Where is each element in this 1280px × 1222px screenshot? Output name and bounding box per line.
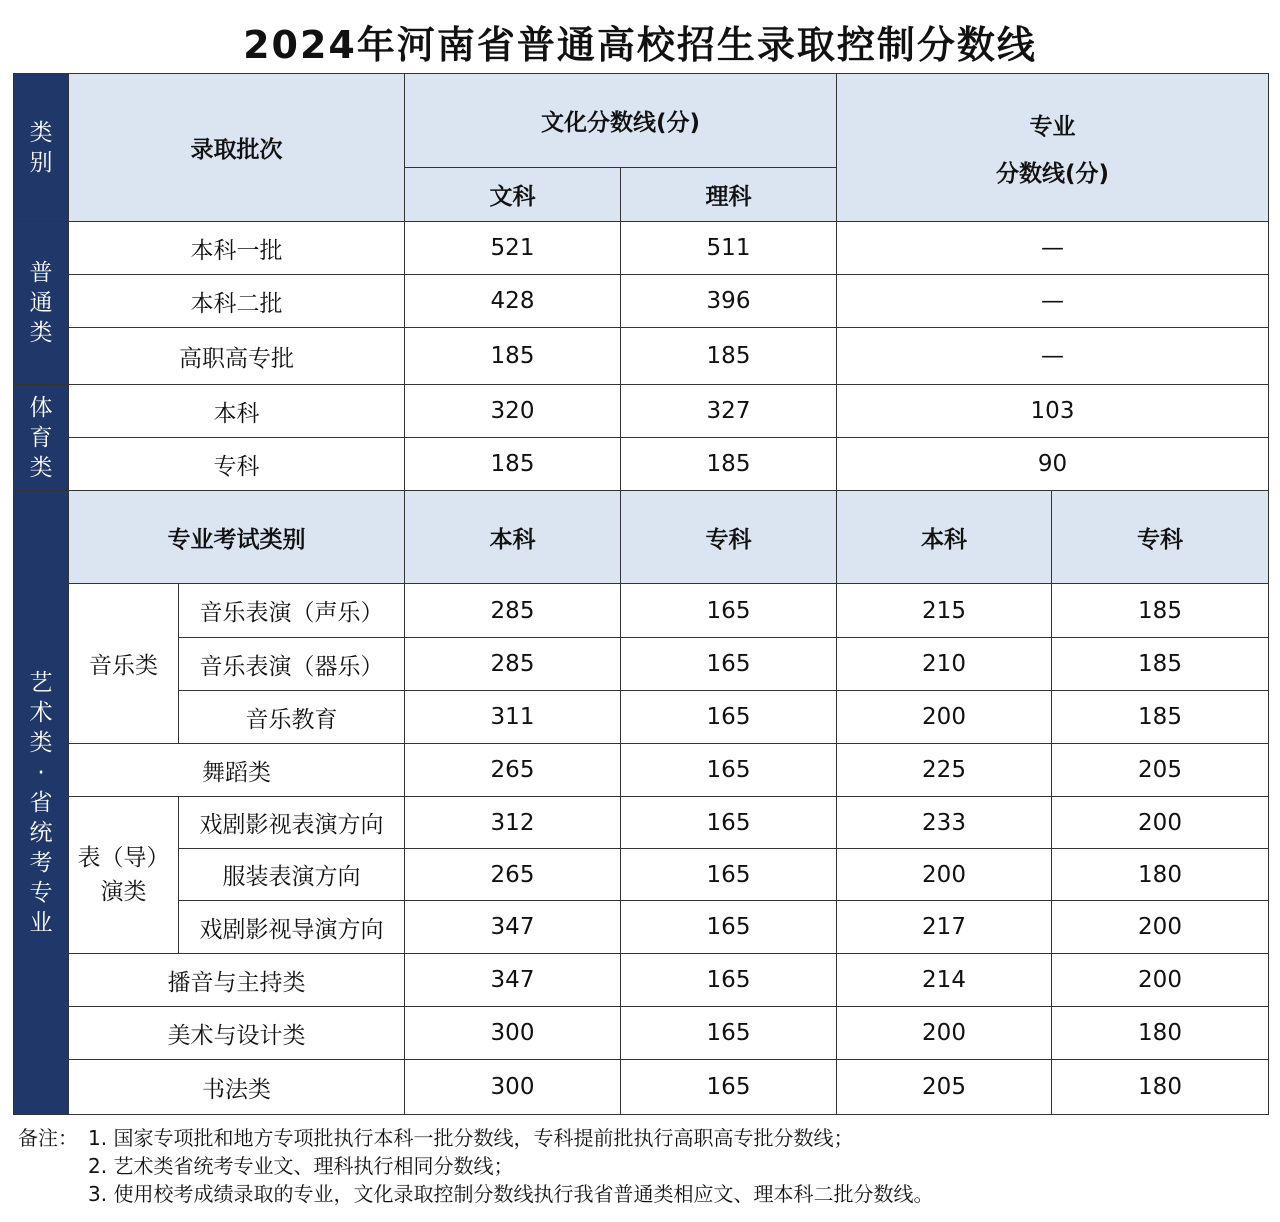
table-row: [14, 385, 1269, 438]
perform-group-line2: 演类: [100, 879, 147, 905]
note-item: [18, 1180, 1268, 1208]
wen-score: 320: [405, 385, 621, 438]
major-zhuan: 200: [1052, 797, 1269, 849]
table-row: [14, 954, 1269, 1007]
culture-zhuan: 165: [621, 797, 837, 849]
major-ben: 210: [837, 638, 1052, 691]
table-row: [14, 849, 1269, 901]
batch-cell: 本科一批: [69, 222, 405, 275]
table-row: [14, 222, 1269, 275]
major-name: 服装表演方向: [179, 849, 405, 901]
wen-score: 521: [405, 222, 621, 275]
batch-cell: 本科二批: [69, 275, 405, 328]
major-ben: 200: [837, 1007, 1052, 1060]
score-table: [13, 73, 1269, 1115]
table-row: [14, 328, 1269, 385]
culture-ben: 285: [405, 584, 621, 638]
culture-zhuan: 165: [621, 849, 837, 901]
major-name: 音乐教育: [179, 691, 405, 744]
culture-ben: 265: [405, 744, 621, 797]
culture-zhuan: 165: [621, 901, 837, 954]
category-art: 艺术类·省统考专业: [14, 491, 69, 1115]
major-name: 播音与主持类: [69, 954, 405, 1007]
major-ben: 225: [837, 744, 1052, 797]
culture-ben-header: 本科: [405, 491, 621, 584]
culture-ben: 265: [405, 849, 621, 901]
major-zhuan: 185: [1052, 638, 1269, 691]
culture-ben: 347: [405, 901, 621, 954]
major-header-line1: 专业: [1029, 113, 1076, 140]
culture-ben: 347: [405, 954, 621, 1007]
major-ben: 214: [837, 954, 1052, 1007]
culture-zhuan-header: 专科: [621, 491, 837, 584]
culture-zhuan: 165: [621, 744, 837, 797]
culture-zhuan: 165: [621, 1007, 837, 1060]
note-item: [18, 1152, 1268, 1180]
major-zhuan: 200: [1052, 954, 1269, 1007]
category-general: 普通类: [14, 222, 69, 385]
table-row: [14, 438, 1269, 491]
perform-group-line1: 表（导）: [77, 845, 170, 871]
major-score: 103: [837, 385, 1269, 438]
notes: [18, 1124, 1268, 1208]
culture-zhuan: 165: [621, 638, 837, 691]
batch-cell: 本科: [69, 385, 405, 438]
li-score: 327: [621, 385, 837, 438]
culture-ben: 311: [405, 691, 621, 744]
table-row: [14, 744, 1269, 797]
li-header: 理科: [621, 168, 837, 222]
wen-score: 428: [405, 275, 621, 328]
batch-cell: 专科: [69, 438, 405, 491]
major-ben: 205: [837, 1060, 1052, 1115]
major-ben: 217: [837, 901, 1052, 954]
major-zhuan: 180: [1052, 1007, 1269, 1060]
major-ben: 233: [837, 797, 1052, 849]
category-sports: 体育类: [14, 385, 69, 491]
major-header-line2: 分数线(分): [995, 160, 1110, 187]
major-name: 戏剧影视导演方向: [179, 901, 405, 954]
wen-score: 185: [405, 438, 621, 491]
culture-zhuan: 165: [621, 954, 837, 1007]
major-name: 美术与设计类: [69, 1007, 405, 1060]
major-zhuan: 180: [1052, 849, 1269, 901]
major-score: 90: [837, 438, 1269, 491]
major-score: —: [837, 222, 1269, 275]
major-name: 音乐表演（声乐）: [179, 584, 405, 638]
table-row: [14, 1060, 1269, 1115]
table-row: [14, 584, 1269, 638]
table-row: [14, 1007, 1269, 1060]
major-name: 书法类: [69, 1060, 405, 1115]
culture-zhuan: 165: [621, 584, 837, 638]
culture-ben: 300: [405, 1007, 621, 1060]
major-zhuan-header: 专科: [1052, 491, 1269, 584]
major-ben: 200: [837, 691, 1052, 744]
major-ben: 200: [837, 849, 1052, 901]
major-name: 舞蹈类: [69, 744, 405, 797]
exam-type-header: 专业考试类别: [69, 491, 405, 584]
table-row: [14, 275, 1269, 328]
perform-group: [69, 797, 179, 954]
batch-header: 录取批次: [69, 74, 405, 222]
major-name: 音乐表演（器乐）: [179, 638, 405, 691]
table-row: [14, 638, 1269, 691]
culture-ben: 300: [405, 1060, 621, 1115]
culture-ben: 312: [405, 797, 621, 849]
table-row: [14, 901, 1269, 954]
table-row: [14, 691, 1269, 744]
culture-zhuan: 165: [621, 1060, 837, 1115]
major-zhuan: 185: [1052, 691, 1269, 744]
li-score: 396: [621, 275, 837, 328]
note-item: [18, 1124, 1268, 1152]
culture-zhuan: 165: [621, 691, 837, 744]
major-score: —: [837, 328, 1269, 385]
major-zhuan: 205: [1052, 744, 1269, 797]
note-text: 3. 使用校考成绩录取的专业，文化录取控制分数线执行我省普通类相应文、理本科二批分数线。: [88, 1182, 934, 1206]
category-header: 类别: [14, 74, 69, 222]
li-score: 185: [621, 328, 837, 385]
li-score: 511: [621, 222, 837, 275]
major-zhuan: 185: [1052, 584, 1269, 638]
note-text: 2. 艺术类省统考专业文、理科执行相同分数线；: [88, 1154, 514, 1178]
note-text: 1. 国家专项批和地方专项批执行本科一批分数线，专科提前批执行高职高专批分数线；: [88, 1126, 854, 1150]
major-ben: 215: [837, 584, 1052, 638]
major-zhuan: 180: [1052, 1060, 1269, 1115]
music-group: 音乐类: [69, 584, 179, 744]
notes-label: 备注：: [18, 1126, 78, 1150]
culture-ben: 285: [405, 638, 621, 691]
table-row: [14, 797, 1269, 849]
wen-header: 文科: [405, 168, 621, 222]
page-title: 2024年河南省普通高校招生录取控制分数线: [243, 23, 1037, 67]
li-score: 185: [621, 438, 837, 491]
major-ben-header: 本科: [837, 491, 1052, 584]
major-score-header: [837, 74, 1269, 222]
major-name: 戏剧影视表演方向: [179, 797, 405, 849]
major-zhuan: 200: [1052, 901, 1269, 954]
wen-score: 185: [405, 328, 621, 385]
batch-cell: 高职高专批: [69, 328, 405, 385]
major-score: —: [837, 275, 1269, 328]
culture-score-header: 文化分数线(分): [405, 74, 837, 168]
